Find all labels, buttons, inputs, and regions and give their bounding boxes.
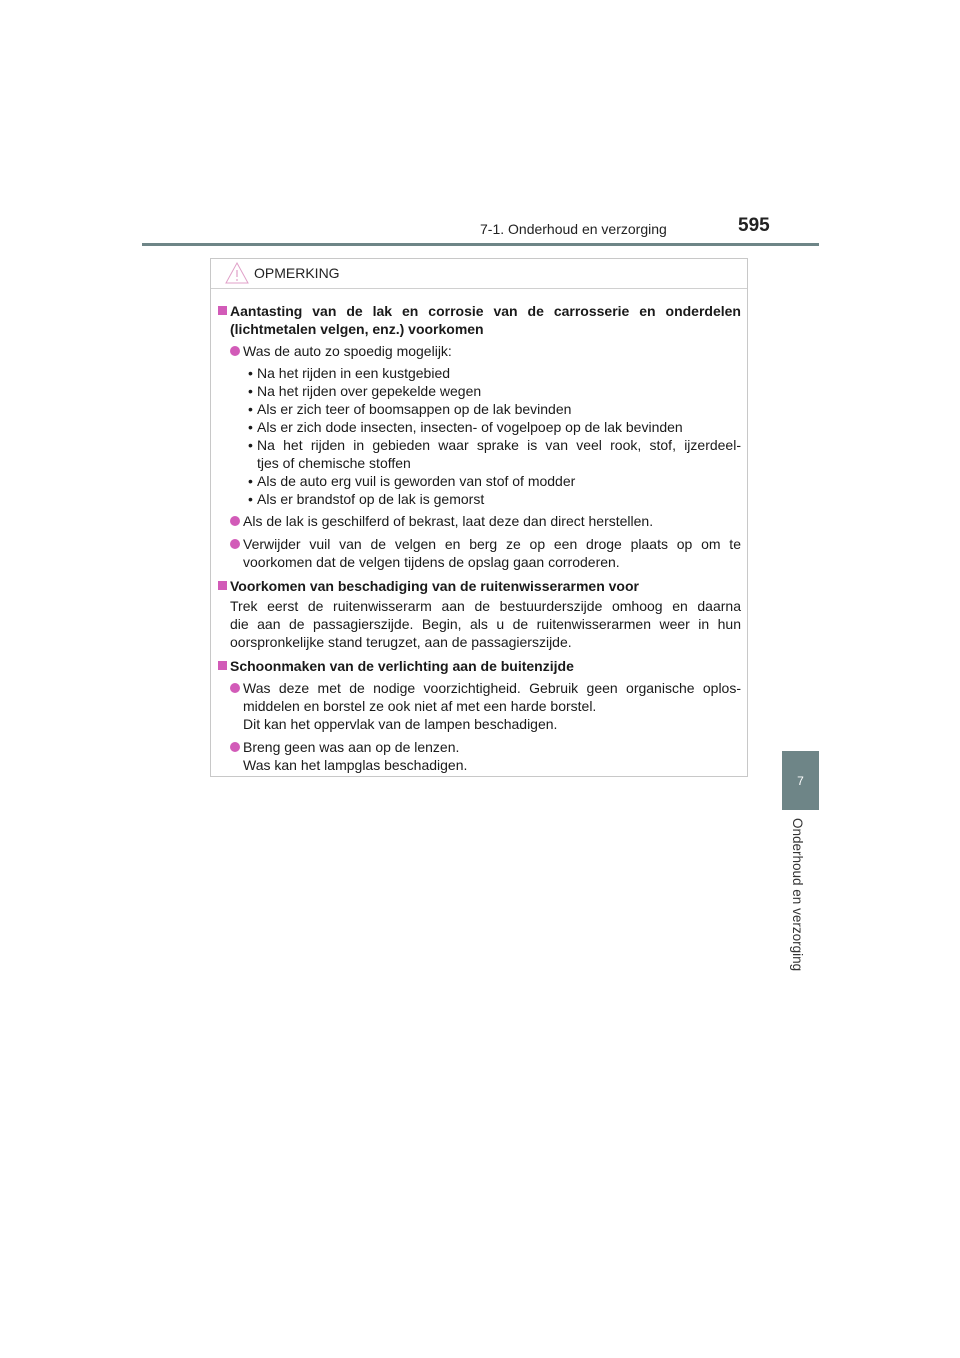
- bullet-text: voorkomen dat de velgen tijdens de opslag gaan corroderen.: [243, 554, 620, 570]
- sub-list: [218, 364, 741, 508]
- sub-item: [218, 364, 741, 382]
- bullet-text: Was kan het lampglas beschadigen.: [243, 757, 468, 773]
- bullet-text: Dit kan het oppervlak van de lampen beschadigen.: [243, 716, 558, 732]
- sub-bullet-mark: •: [248, 473, 253, 489]
- notice-body: [211, 289, 747, 774]
- round-bullet-icon: [230, 742, 240, 752]
- section-heading: [218, 657, 741, 675]
- bullet-item: [218, 535, 741, 571]
- sub-item: [218, 472, 741, 490]
- heading-line: (lichtmetalen velgen, enz.) voorkomen: [230, 321, 484, 337]
- bullet-item: [218, 342, 741, 508]
- chapter-tab: [782, 751, 819, 810]
- sub-item: [218, 400, 741, 418]
- section-heading: [218, 577, 741, 595]
- sub-item-text: Als er brandstof op de lak is gemorst: [257, 491, 485, 507]
- chapter-side-label: Onderhoud en verzorging: [790, 818, 805, 972]
- bullet-text: Breng geen was aan op de lenzen.: [243, 739, 460, 755]
- bullet-item: [218, 512, 741, 530]
- round-bullet-icon: [230, 346, 240, 356]
- sub-bullet-mark: •: [248, 383, 253, 399]
- bullet-text: Was deze met de nodige voorzichtigheid. Gebruik geen organische oplos-: [243, 680, 741, 696]
- bullet-text: Als de lak is geschilferd of bekrast, laat deze dan direct herstellen.: [243, 513, 654, 529]
- bullet-text: middelen en borstel ze ook niet af met een harde borstel.: [243, 698, 597, 714]
- bullet-item: [218, 738, 741, 774]
- chapter-number: 7: [797, 773, 804, 788]
- sub-item: [218, 436, 741, 472]
- round-bullet-icon: [230, 539, 240, 549]
- header-rule: [142, 243, 819, 246]
- sub-item-text: Na het rijden in een kustgebied: [257, 365, 451, 381]
- page-number: 595: [738, 215, 770, 236]
- paragraph-line: Trek eerst de ruitenwisserarm aan de bestuurderszijde omhoog en daarna: [230, 598, 741, 614]
- warning-triangle-icon: [224, 261, 250, 285]
- square-bullet-icon: [218, 581, 227, 590]
- heading-line: Aantasting van de lak en corrosie van de carrosserie en onderdelen: [230, 303, 741, 319]
- notice-box: [210, 258, 748, 777]
- sub-item-text: Na het rijden over gepekelde wegen: [257, 383, 482, 399]
- sub-item: [218, 490, 741, 508]
- round-bullet-icon: [230, 683, 240, 693]
- sub-bullet-mark: •: [248, 437, 253, 453]
- sub-bullet-mark: •: [248, 401, 253, 417]
- heading-line: Voorkomen van beschadiging van de ruitenwisserarmen voor: [230, 578, 639, 594]
- sub-bullet-mark: •: [248, 491, 253, 507]
- sub-item-text: Als er zich teer of boomsappen op de lak bevinden: [257, 401, 572, 417]
- bullet-item: [218, 679, 741, 733]
- paragraph: [218, 597, 741, 651]
- round-bullet-icon: [230, 516, 240, 526]
- sub-item-text: Als er zich dode insecten, insecten- of vogelpoep op de lak bevinden: [257, 419, 683, 435]
- paragraph-line: die aan de passagierszijde. Begin, als u de ruitenwisserarmen weer in hun: [230, 616, 741, 632]
- sub-item: [218, 382, 741, 400]
- sub-item-text: Na het rijden in gebieden waar sprake is van veel rook, stof, ijzerdeel-: [257, 437, 741, 453]
- notice-header: [211, 259, 747, 289]
- paragraph-line: oorspronkelijke stand terugzet, aan de passagierszijde.: [230, 634, 572, 650]
- sub-bullet-mark: •: [248, 365, 253, 381]
- square-bullet-icon: [218, 306, 227, 315]
- header-section-title: 7-1. Onderhoud en verzorging: [480, 221, 667, 237]
- heading-line: Schoonmaken van de verlichting aan de buitenzijde: [230, 658, 574, 674]
- sub-item-text: tjes of chemische stoffen: [257, 455, 411, 471]
- sub-bullet-mark: •: [248, 419, 253, 435]
- notice-title: OPMERKING: [254, 265, 340, 281]
- section-heading: [218, 302, 741, 338]
- square-bullet-icon: [218, 661, 227, 670]
- sub-item: [218, 418, 741, 436]
- bullet-text: Was de auto zo spoedig mogelijk:: [243, 343, 452, 359]
- bullet-text: Verwijder vuil van de velgen en berg ze op een droge plaats op om te: [243, 536, 741, 552]
- sub-item-text: Als de auto erg vuil is geworden van stof of modder: [257, 473, 576, 489]
